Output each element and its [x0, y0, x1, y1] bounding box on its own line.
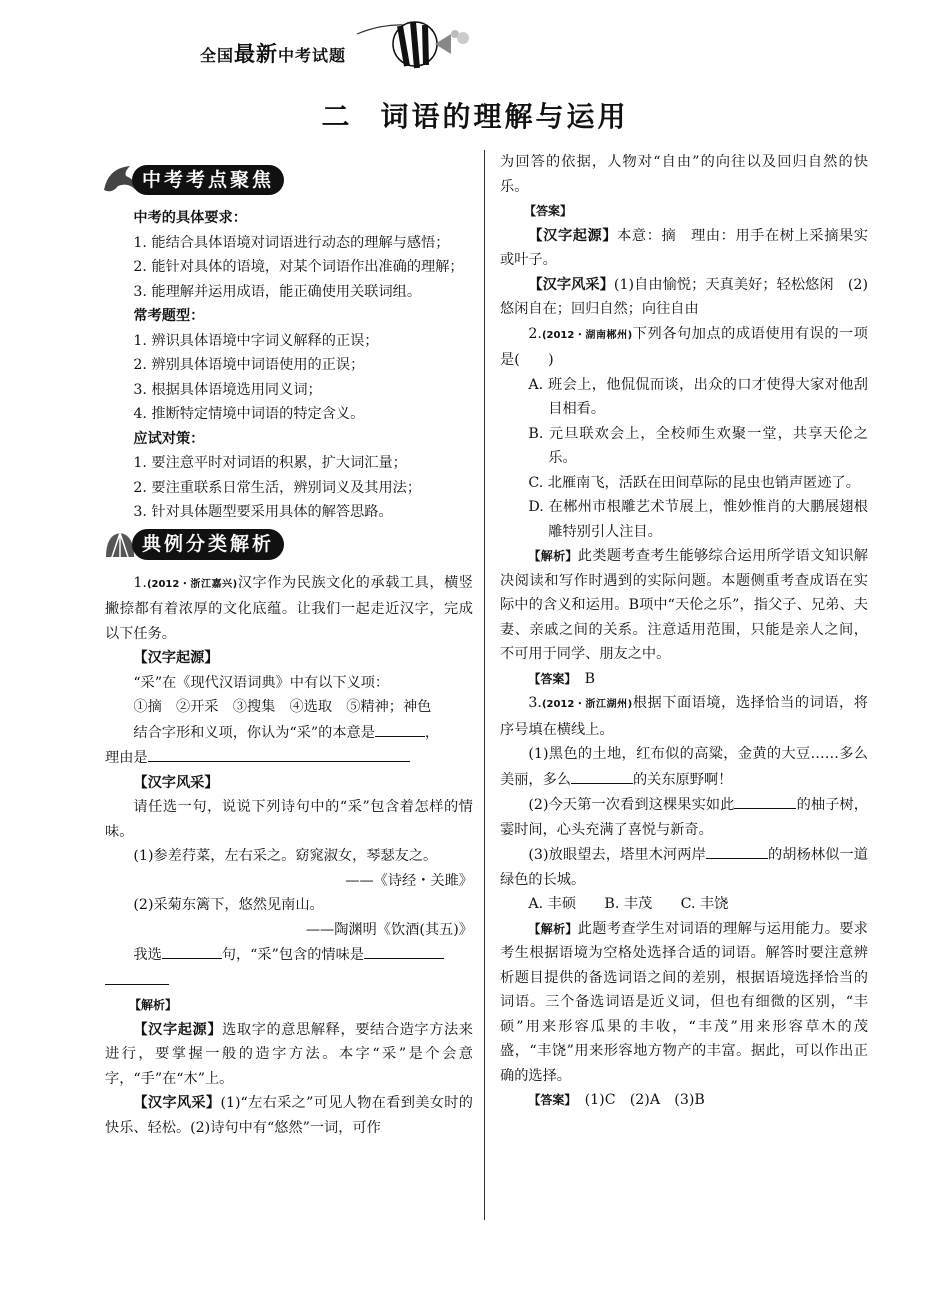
q2-answer: 【答案】 B — [528, 670, 596, 687]
right-column — [500, 150, 868, 1113]
q3-options: A. 丰硕 B. 丰茂 C. 丰饶 — [528, 896, 729, 912]
column-divider — [484, 150, 485, 1220]
tag-origin: 【汉字起源】 — [133, 650, 219, 666]
answer-blank[interactable] — [105, 968, 169, 985]
answer-blank[interactable] — [706, 842, 768, 859]
origin-reason: 理由是 — [105, 745, 473, 771]
answer-blank[interactable] — [364, 942, 444, 959]
list-item: 1. 辨识具体语境中字词义解释的正误； — [133, 332, 379, 349]
analysis-style: 【汉字风采】(1)“左右采之”可见人物在看到美女时的快乐、轻松。(2)诗句中有“悠然”一词，可作 — [105, 1095, 473, 1136]
question-3: 3.(2012・浙江湖州)根据下面语境，选择恰当的词语，将序号填在横线上。 — [500, 695, 868, 738]
running-header: 全国最新中考试题 — [200, 42, 347, 66]
origin-question: 结合字形和义项，你认为“采”的本意是 ， — [105, 720, 473, 746]
q3-item-2: (2)今天第一次看到这棵果实如此 的柚子树，霎时间，心头充满了喜悦与新奇。 — [500, 792, 868, 842]
section-banner-examples: 典例分类解析 — [100, 525, 473, 565]
choose-line: 我选 句，“采”包含的情味是 — [105, 942, 473, 968]
answer-blank[interactable] — [734, 792, 796, 809]
q3-answer: 【答案】 (1)C (2)A (3)B — [528, 1092, 705, 1108]
strategy-heading: 应试对策： — [133, 430, 205, 447]
tag-answer: 【答案】 — [524, 204, 573, 218]
list-item: 1. 能结合具体语境对词语进行动态的理解与感悟； — [133, 234, 450, 251]
list-item: 2. 要注重联系日常生活，辨别词义及其用法； — [133, 479, 422, 496]
q3-item-3: (3)放眼望去，塔里木河两岸 的胡杨林似一道绿色的长城。 — [500, 842, 868, 892]
poem-2-source: ——陶渊明《饮酒(其五)》 — [305, 921, 473, 938]
option-b: B. 元旦联欢会上，全校师生欢聚一堂，共享天伦之乐。 — [528, 425, 868, 466]
poem-2: (2)采菊东篱下，悠然见南山。 — [133, 897, 324, 913]
list-item: 3. 能理解并运用成语，能正确使用关联词组。 — [133, 283, 422, 300]
list-item: 4. 推断特定情境中词语的特定含义。 — [133, 406, 365, 422]
choose-line-cont — [105, 968, 473, 994]
list-item: 3. 针对具体题型要采用具体的解答思路。 — [133, 504, 393, 520]
answer-blank[interactable] — [571, 767, 633, 784]
analysis-origin: 【汉字起源】选取字的意思解释，要结合造字方法来进行，要掌握一般的造字方法。本字“采”是个会意字，“手”在“木”上。 — [105, 1021, 473, 1087]
tag-analysis: 【解析】 — [129, 998, 178, 1012]
origin-text: “采”在《现代汉语词典》中有以下义项： — [133, 674, 390, 691]
left-column — [105, 160, 473, 1140]
list-item: 2. 辨别具体语境中词语使用的正误； — [133, 357, 365, 373]
requirements-heading: 中考的具体要求： — [133, 210, 247, 226]
list-item: 2. 能针对具体的语境，对某个词语作出准确的理解； — [133, 259, 464, 275]
style-text: 请任选一句，说说下列诗句中的“采”包含着怎样的情味。 — [105, 799, 473, 840]
page-title: 二 词语的理解与运用 — [321, 100, 629, 133]
q2-analysis: 【解析】此类题考查考生能够综合运用所学语文知识解决阅读和写作时遇到的实际问题。本题侧重考查成语在实际中的含义和运用。B项中“天伦之乐”，指父子、兄弟、夫妻、亲戚之间的关系。注意适用范围，只能是亲人之间，不可用于同学、朋友之中。 — [500, 548, 868, 662]
analysis-continued: 为回答的依据，人物对“自由”的向往以及回归自然的快乐。 — [500, 154, 868, 195]
poem-1: (1)参差荇菜，左右采之。窈窕淑女，琴瑟友之。 — [133, 848, 438, 864]
q3-item-1: (1)黑色的土地，红布似的高粱，金黄的大豆……多么美丽，多么 的关东原野啊！ — [500, 746, 868, 788]
section-banner-focus: 中考考点聚焦 — [100, 160, 473, 200]
types-heading: 常考题型： — [133, 308, 205, 324]
poem-1-source: ——《诗经・关雎》 — [345, 872, 473, 889]
answer-origin: 【汉字起源】本意：摘 理由：用手在树上采摘果实或叶子。 — [500, 227, 868, 268]
meanings-list: ①摘 ②开采 ③搜集 ④选取 ⑤精神；神色 — [133, 699, 432, 715]
answer-blank[interactable] — [162, 942, 222, 959]
list-item: 1. 要注意平时对词语的积累，扩大词汇量； — [133, 455, 407, 471]
answer-style: 【汉字风采】(1)自由愉悦；天真美好；轻松悠闲 (2)悠闲自在；回归自然；向往自由 — [500, 276, 868, 317]
option-a: A. 班会上，他侃侃而谈，出众的口才使得大家对他刮目相看。 — [528, 376, 868, 417]
fish-logo-icon — [355, 12, 470, 72]
question-2: 2.(2012・湖南郴州)下列各句加点的成语使用有误的一项是( ) — [500, 325, 868, 368]
list-item: 3. 根据具体语境选用同义词； — [133, 381, 322, 398]
option-d: D. 在郴州市根雕艺术节展上，惟妙惟肖的大鹏展翅根雕特别引人注目。 — [528, 499, 868, 540]
answer-blank[interactable] — [375, 720, 425, 737]
q3-analysis: 【解析】此题考查学生对词语的理解与运用能力。要求考生根据语境为空格处选择合适的词语。解答时要注意辨析题目提供的备选词语之间的差别，根据语境选择恰当的词语。三个备选词语是近义词，但也有细微的区别，“丰硕”用来形容瓜果的丰收，“丰茂”用来形容草木的茂盛，“丰饶”用来形容地方物产的丰富。据此，可以作出正确的选择。 — [500, 920, 868, 1084]
answer-blank[interactable] — [148, 745, 410, 762]
option-c: C. 北雁南飞，活跃在田间草际的昆虫也销声匿迹了。 — [528, 474, 860, 491]
question-1: 1.(2012・浙江嘉兴)汉字作为民族文化的承载工具，横竖撇捺都有着浓厚的文化底蕴。让我们一起走近汉字，完成以下任务。 — [105, 574, 473, 642]
tag-style: 【汉字风采】 — [133, 774, 219, 791]
